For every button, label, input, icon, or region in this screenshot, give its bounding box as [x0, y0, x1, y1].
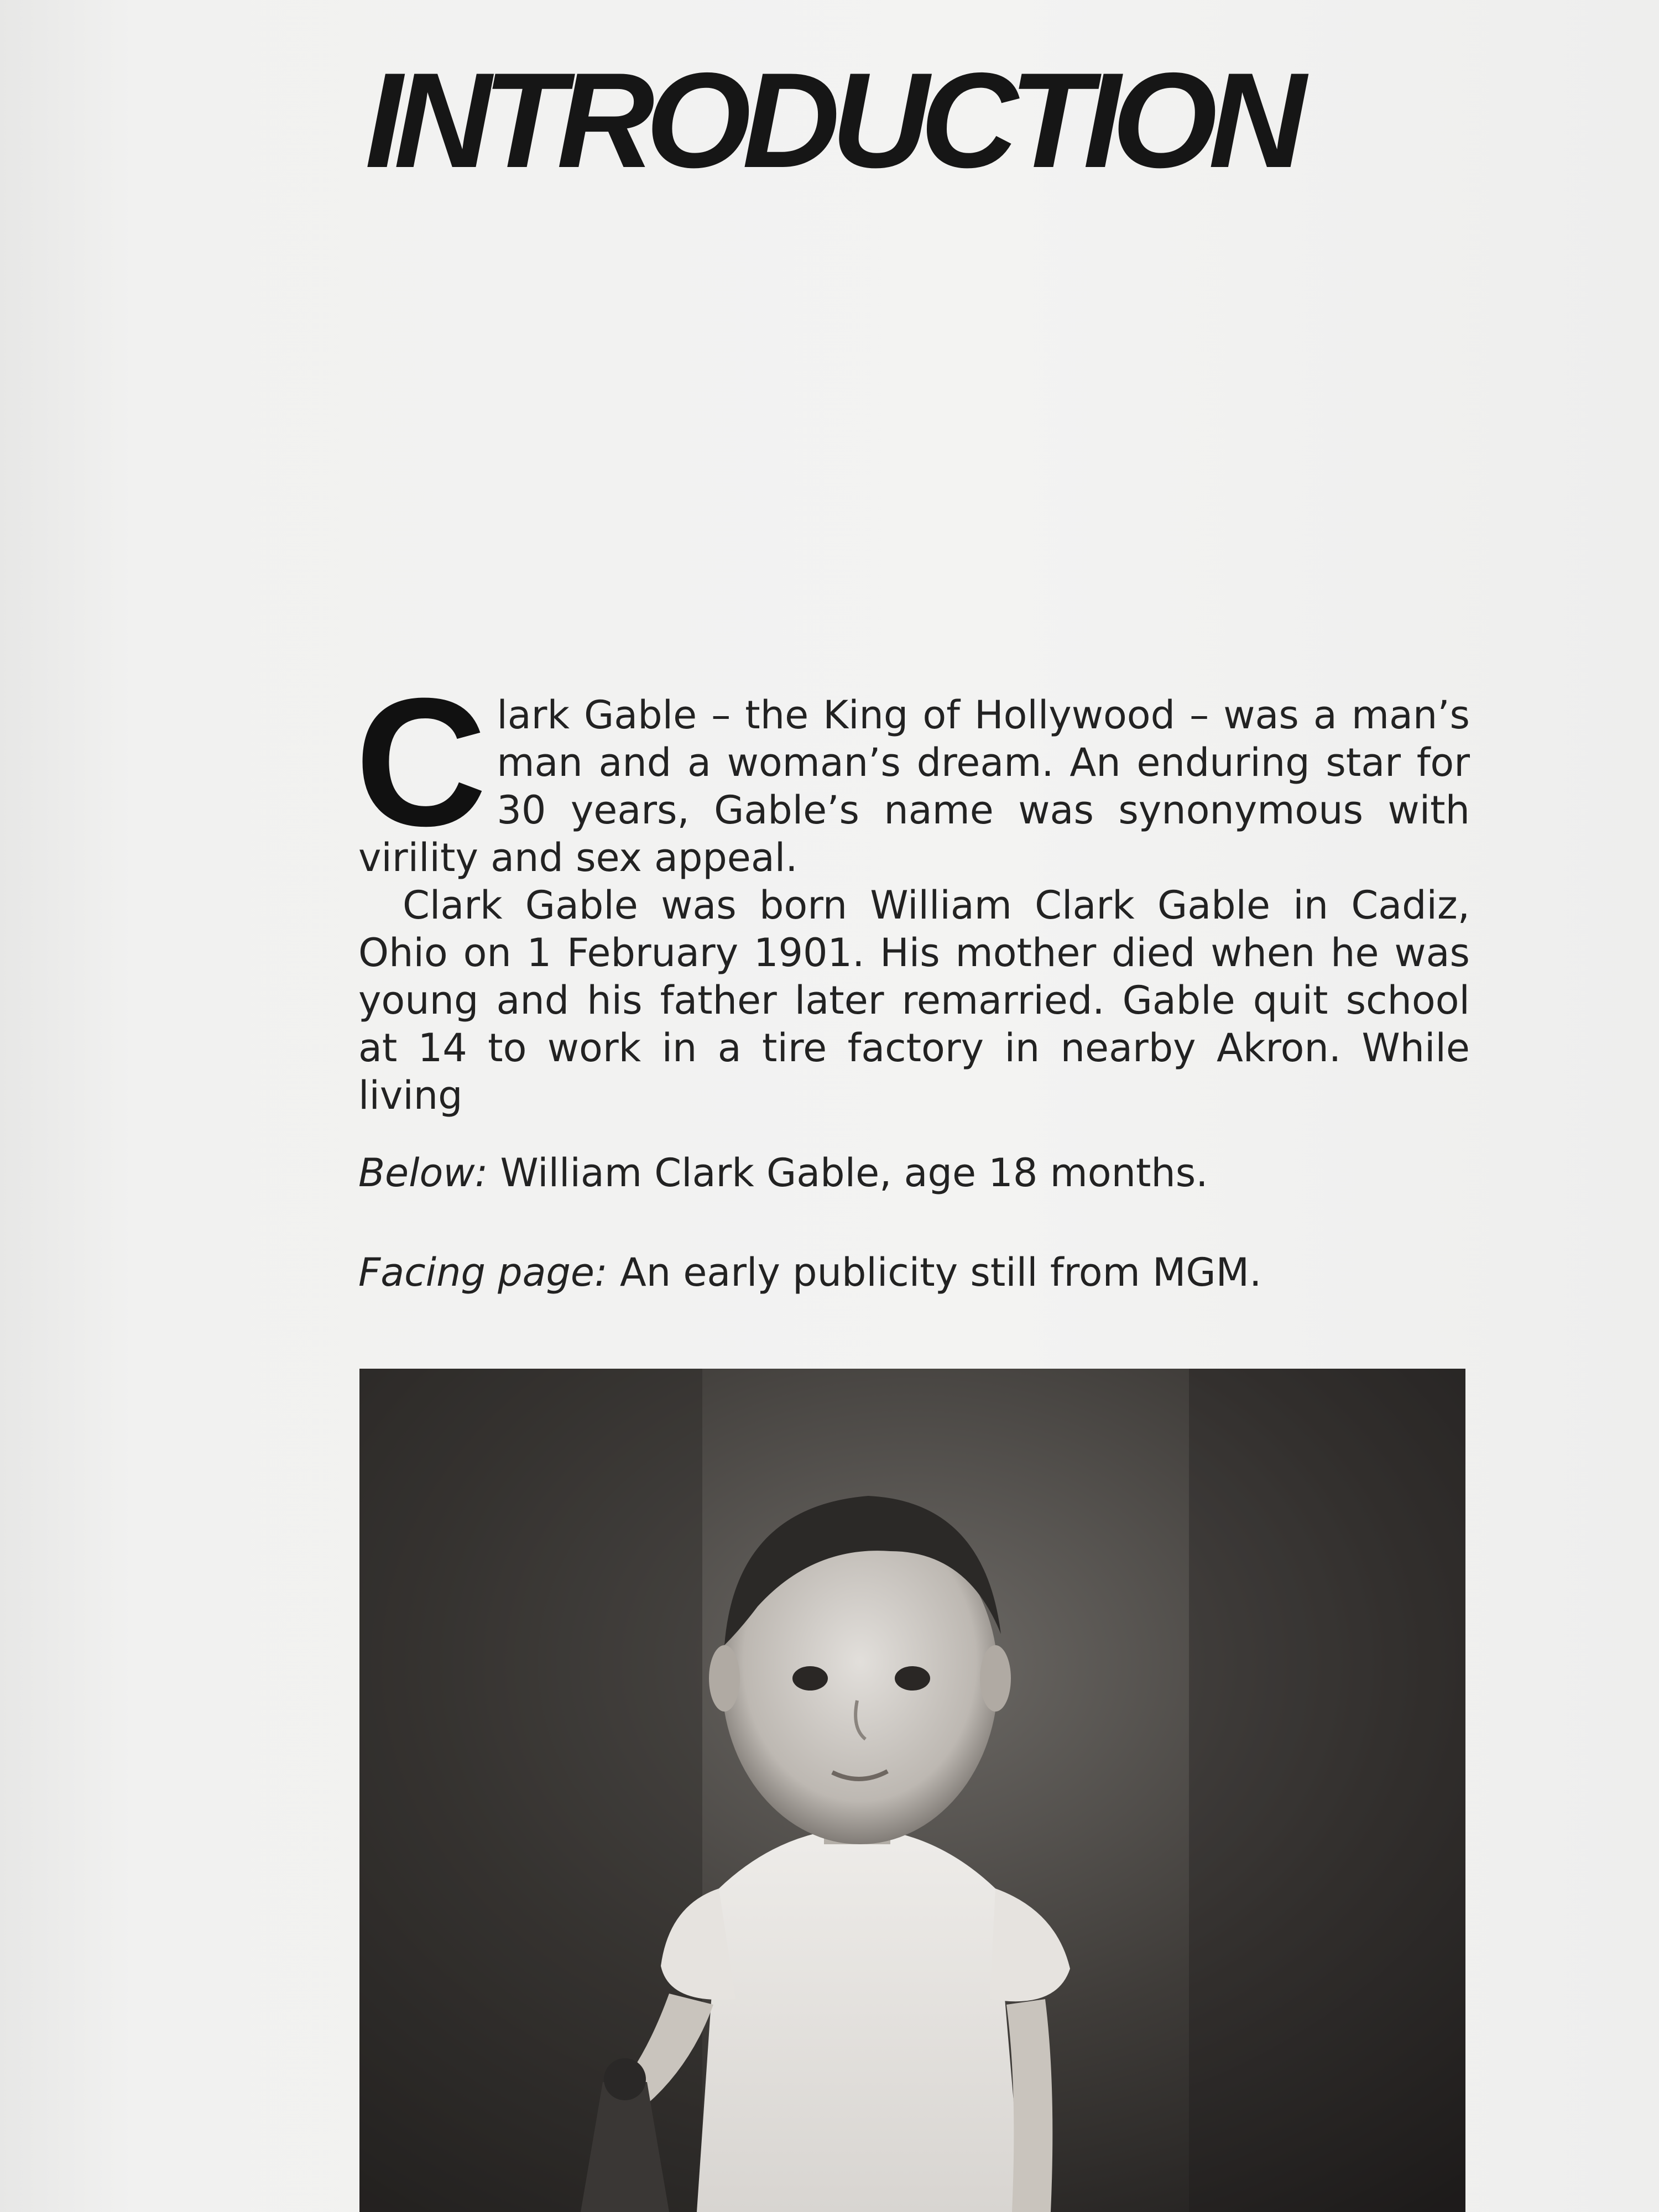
caption-facing-text: An early publicity still from MGM.: [607, 1250, 1262, 1295]
caption-below-text: William Clark Gable, age 18 months.: [488, 1150, 1208, 1196]
drop-cap: C: [355, 660, 487, 864]
intro-text: [355, 660, 1470, 1119]
caption-facing-label: Facing page:: [358, 1250, 608, 1295]
caption-below: [358, 1150, 1208, 1196]
paragraph-1: [355, 660, 1470, 881]
caption-facing-page: [358, 1250, 1261, 1295]
caption-below-label: Below:: [358, 1150, 488, 1196]
page-title: INTRODUCTION: [365, 44, 1298, 196]
paragraph-2: Clark Gable was born William Clark Gable in Cadiz, Ohio on 1 February 1901. His mother died when he was young and his father later remarried. Gable quit school at 14 to work in a tire factory in nearby Akron. While living: [358, 883, 1470, 1118]
baby-photo: [359, 1369, 1465, 2212]
paragraph-1-text: lark Gable – the King of Hollywood – was a man’s man and a woman’s dream. An enduring star for 30 years, Gable’s name was synonymous with virility and sex appeal.: [358, 692, 1470, 880]
